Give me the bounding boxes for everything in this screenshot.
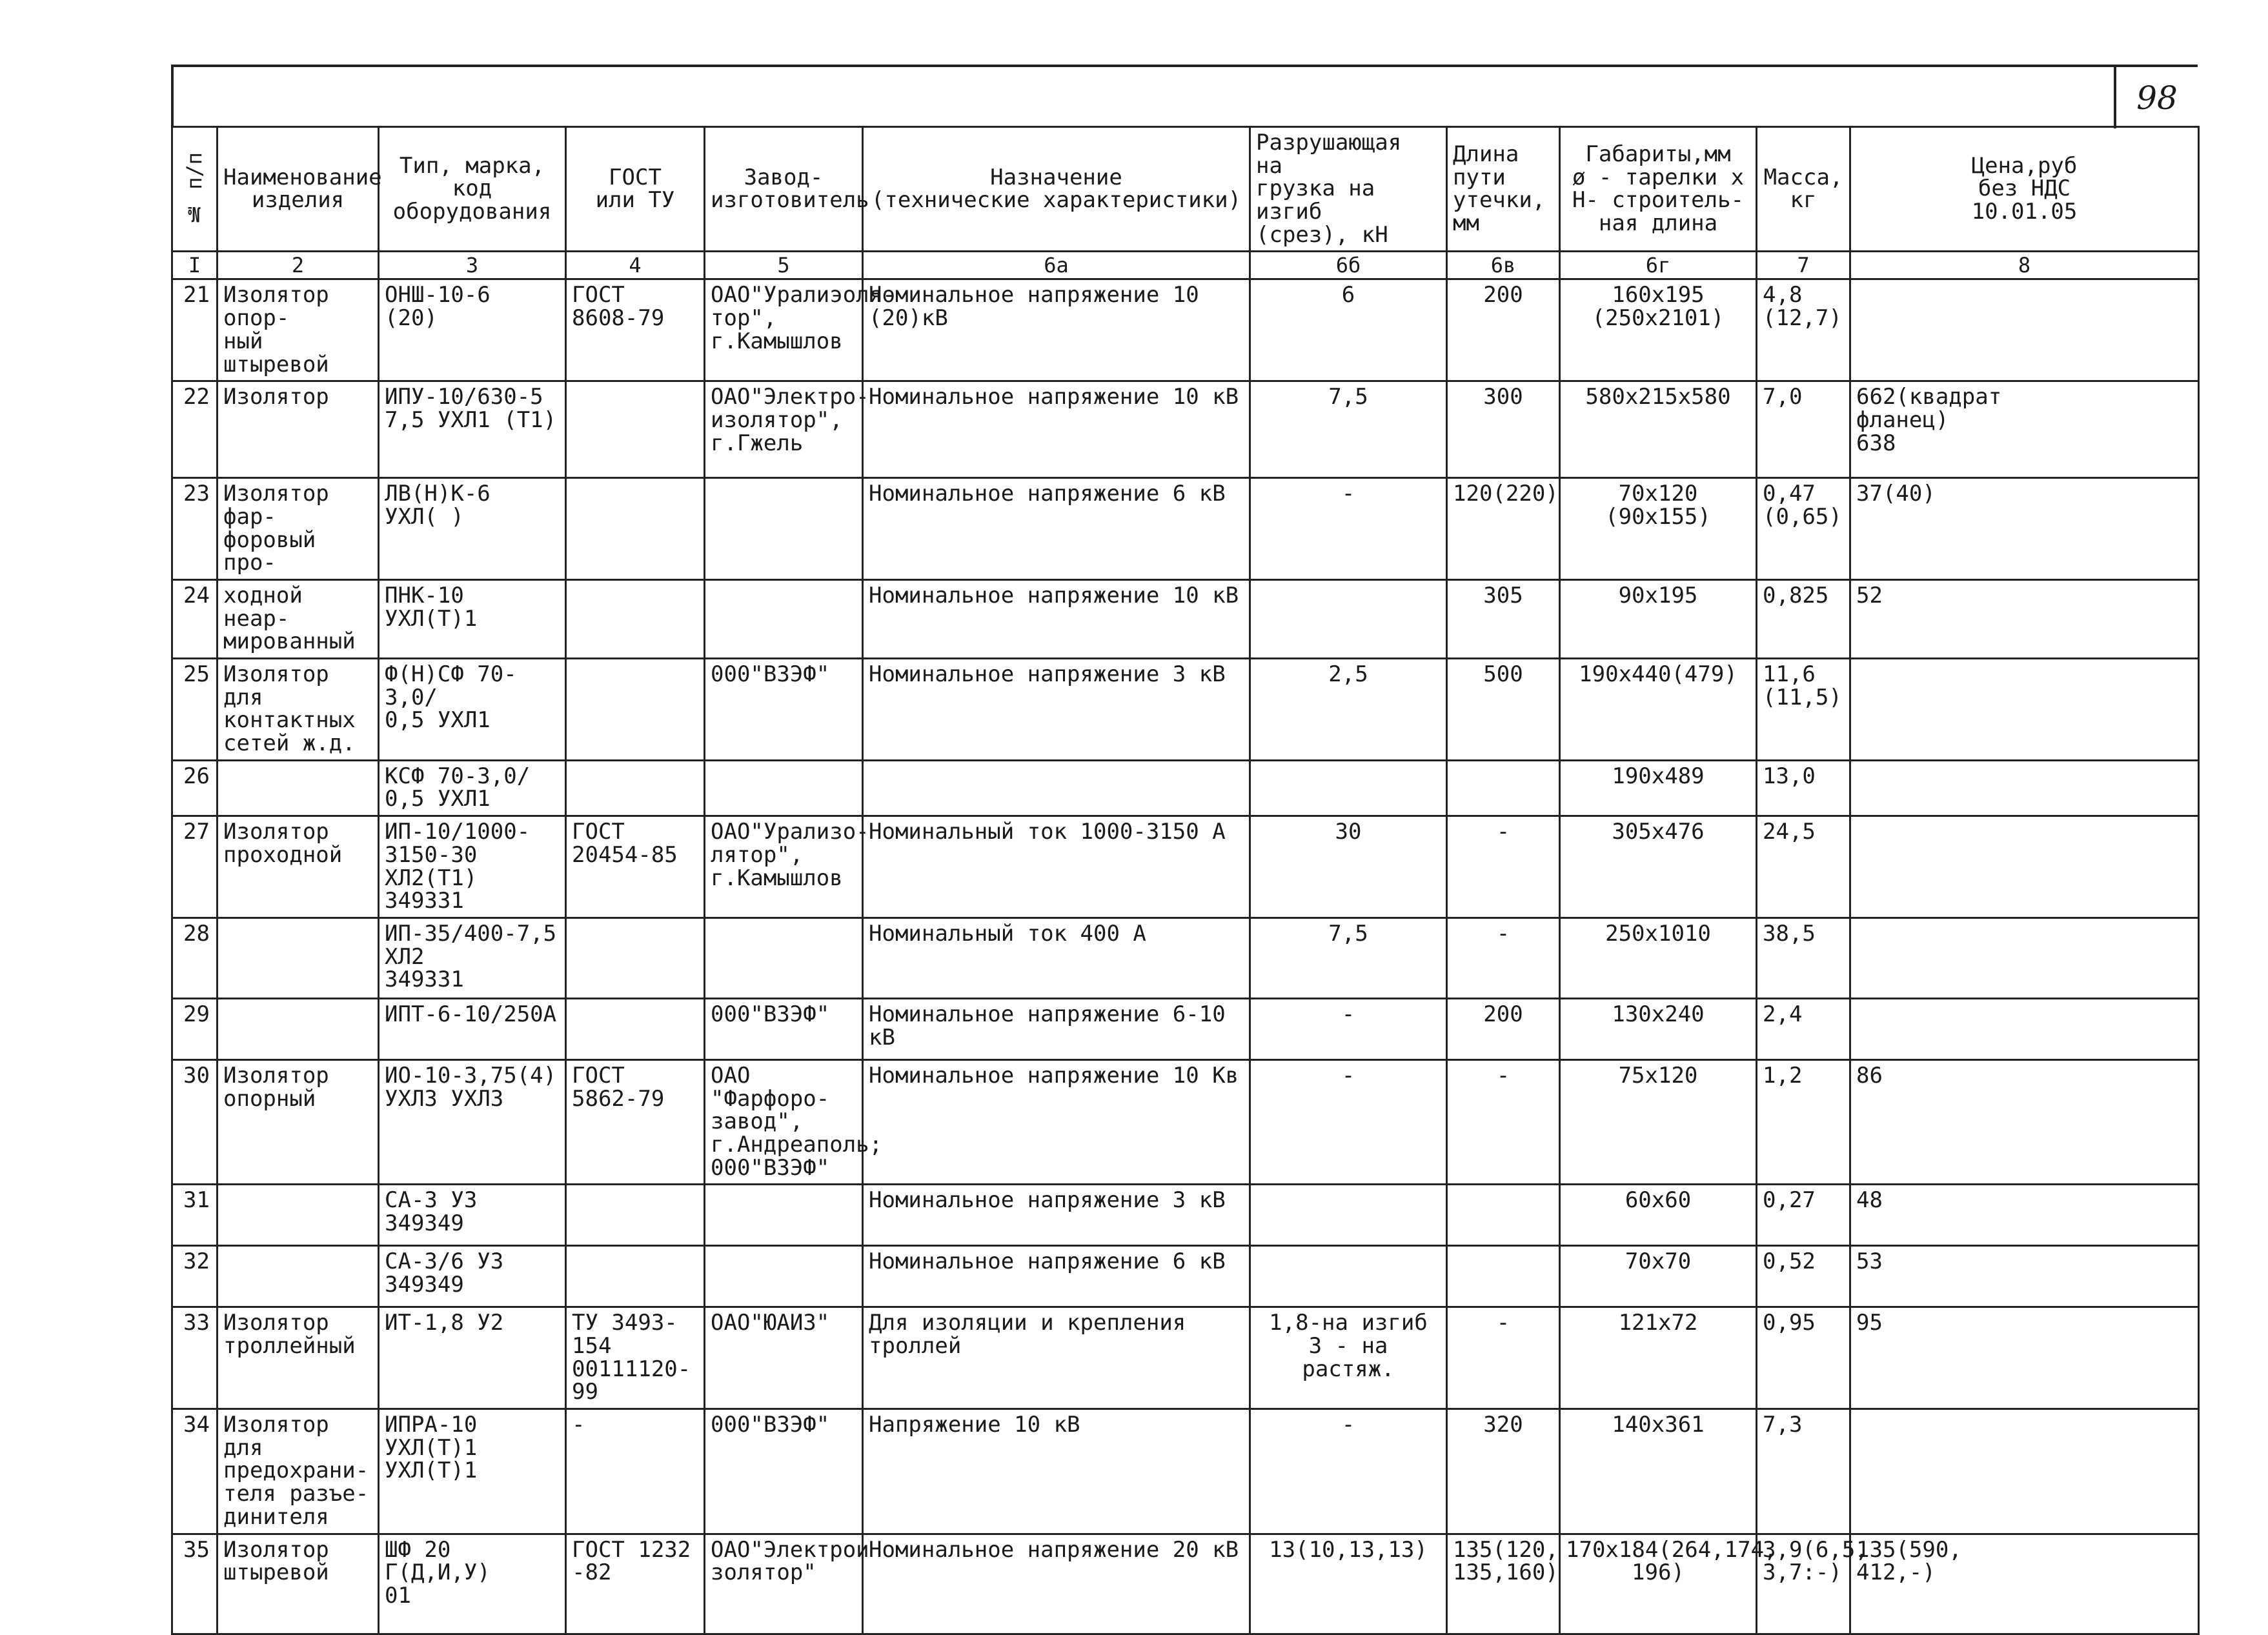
cell-leak: 200 (1447, 998, 1560, 1059)
cell-price: 53 (1850, 1246, 2199, 1307)
insulator-table (171, 126, 2200, 1635)
table-row (172, 918, 2199, 998)
cell-load: 7,5 (1250, 381, 1447, 478)
column-number: 8 (1850, 252, 2199, 279)
cell-purpose: Номинальное напряжение 10 (20)кВ (863, 279, 1250, 381)
cell-dims: 140х361 (1560, 1409, 1757, 1534)
cell-maker (705, 760, 863, 816)
cell-dims: 250х1010 (1560, 918, 1757, 998)
cell-load: - (1250, 478, 1447, 580)
cell-type: ИПУ-10/630-5 7,5 УХЛ1 (Т1) (379, 381, 566, 478)
column-number: 6в (1447, 252, 1560, 279)
page-number: 98 (2114, 67, 2198, 128)
cell-name: Изолятор опорный (218, 1059, 379, 1184)
cell-leak: 300 (1447, 381, 1560, 478)
table-row (172, 1246, 2199, 1307)
cell-leak: 500 (1447, 659, 1560, 761)
column-number: 6а (863, 252, 1250, 279)
cell-price (1850, 760, 2199, 816)
cell-load: 7,5 (1250, 918, 1447, 998)
cell-maker: 000"ВЗЭФ" (705, 998, 863, 1059)
cell-leak: 135(120, 135,160) (1447, 1534, 1560, 1634)
cell-maker (705, 579, 863, 658)
cell-mass: 24,5 (1757, 816, 1850, 918)
cell-gost: ГОСТ 1232 -82 (566, 1534, 705, 1634)
column-number: 4 (566, 252, 705, 279)
cell-name: Изолятор опор- ный штыревой (218, 279, 379, 381)
table-row (172, 478, 2199, 580)
cell-no: 35 (172, 1534, 218, 1634)
cell-maker: 000"ВЗЭФ" (705, 1409, 863, 1534)
cell-dims: 70х120 (90х155) (1560, 478, 1757, 580)
cell-purpose: Номинальное напряжение 3 кВ (863, 1185, 1250, 1246)
table-row (172, 381, 2199, 478)
cell-type: ИПРА-10 УХЛ(Т)1 УХЛ(Т)1 (379, 1409, 566, 1534)
cell-name: Изолятор проходной (218, 816, 379, 918)
cell-leak: - (1447, 816, 1560, 918)
cell-load: 13(10,13,13) (1250, 1534, 1447, 1634)
cell-no: 27 (172, 816, 218, 918)
cell-type: СА-3 У3 349349 (379, 1185, 566, 1246)
cell-mass: 7,3 (1757, 1409, 1850, 1534)
header-gost: ГОСТ или ТУ (566, 127, 705, 252)
cell-leak (1447, 1185, 1560, 1246)
cell-name: Изолятор троллейный (218, 1307, 379, 1409)
table-body (172, 279, 2199, 1634)
table-row (172, 659, 2199, 761)
cell-leak: 320 (1447, 1409, 1560, 1534)
cell-price: 135(590, 412,-) (1850, 1534, 2199, 1634)
cell-no: 26 (172, 760, 218, 816)
header-dims: Габариты,мм ø - тарелки х Н- строитель- ная длина (1560, 127, 1757, 252)
cell-load (1250, 760, 1447, 816)
cell-price: 95 (1850, 1307, 2199, 1409)
cell-no: 25 (172, 659, 218, 761)
cell-dims: 70х70 (1560, 1246, 1757, 1307)
cell-name: Изолятор фар- форовый про- (218, 478, 379, 580)
cell-no: 34 (172, 1409, 218, 1534)
cell-dims: 130х240 (1560, 998, 1757, 1059)
cell-maker (705, 1185, 863, 1246)
cell-name: Изолятор (218, 381, 379, 478)
cell-load: - (1250, 1409, 1447, 1534)
table-row (172, 279, 2199, 381)
cell-maker (705, 1246, 863, 1307)
cell-purpose: Номинальное напряжение 6 кВ (863, 1246, 1250, 1307)
cell-mass: 13,0 (1757, 760, 1850, 816)
cell-mass: 0,47 (0,65) (1757, 478, 1850, 580)
cell-dims: 160х195 (250х2101) (1560, 279, 1757, 381)
cell-no: 31 (172, 1185, 218, 1246)
column-number: 3 (379, 252, 566, 279)
cell-type: Ф(Н)СФ 70-3,0/ 0,5 УХЛ1 (379, 659, 566, 761)
table-row (172, 998, 2199, 1059)
table-row (172, 760, 2199, 816)
cell-purpose: Номинальное напряжение 10 кВ (863, 579, 1250, 658)
cell-maker: ОАО "Фарфоро- завод", г.Андреаполь; 000"ВЗЭФ" (705, 1059, 863, 1184)
cell-no: 23 (172, 478, 218, 580)
cell-type: ИП-10/1000- 3150-30 ХЛ2(Т1) 349331 (379, 816, 566, 918)
cell-price: 52 (1850, 579, 2199, 658)
cell-dims: 190х440(479) (1560, 659, 1757, 761)
cell-mass: 11,6 (11,5) (1757, 659, 1850, 761)
table-row (172, 1534, 2199, 1634)
cell-load: 6 (1250, 279, 1447, 381)
cell-gost (566, 579, 705, 658)
column-number: 2 (218, 252, 379, 279)
cell-maker: ОАО"Уралиэоля- тор", г.Камышлов (705, 279, 863, 381)
cell-load: 2,5 (1250, 659, 1447, 761)
cell-no: 32 (172, 1246, 218, 1307)
cell-no: 30 (172, 1059, 218, 1184)
cell-price: 86 (1850, 1059, 2199, 1184)
cell-load (1250, 1246, 1447, 1307)
cell-maker: 000"ВЗЭФ" (705, 659, 863, 761)
cell-leak: - (1447, 1307, 1560, 1409)
cell-type: ИПТ-6-10/250А (379, 998, 566, 1059)
header-price: Цена,руб без НДС 10.01.05 (1850, 127, 2199, 252)
cell-no: 22 (172, 381, 218, 478)
cell-price (1850, 816, 2199, 918)
cell-mass: 0,825 (1757, 579, 1850, 658)
cell-purpose (863, 760, 1250, 816)
cell-gost (566, 998, 705, 1059)
cell-name (218, 918, 379, 998)
cell-type: ОНШ-10-6 (20) (379, 279, 566, 381)
cell-mass: 2,4 (1757, 998, 1850, 1059)
cell-gost: - (566, 1409, 705, 1534)
cell-name: ходной неар- мированный (218, 579, 379, 658)
table-row (172, 1409, 2199, 1534)
cell-price: 48 (1850, 1185, 2199, 1246)
cell-type: ПНК-10 УХЛ(Т)1 (379, 579, 566, 658)
cell-name: Изолятор для предохрани- теля разъе- динителя (218, 1409, 379, 1534)
cell-price: 37(40) (1850, 478, 2199, 580)
cell-name (218, 1246, 379, 1307)
cell-leak (1447, 1246, 1560, 1307)
cell-name: Изолятор штыревой (218, 1534, 379, 1634)
cell-maker (705, 918, 863, 998)
cell-purpose: Номинальное напряжение 10 кВ (863, 381, 1250, 478)
cell-name (218, 998, 379, 1059)
document-sheet (171, 65, 2198, 1609)
cell-dims: 305х476 (1560, 816, 1757, 918)
cell-type: ИП-35/400-7,5 ХЛ2 349331 (379, 918, 566, 998)
header-row (172, 127, 2199, 252)
column-number-row (172, 252, 2199, 279)
cell-purpose: Номинальное напряжение 20 кВ (863, 1534, 1250, 1634)
cell-purpose: Номинальное напряжение 6 кВ (863, 478, 1250, 580)
cell-gost (566, 478, 705, 580)
cell-gost (566, 1246, 705, 1307)
cell-gost (566, 918, 705, 998)
cell-mass: 0,52 (1757, 1246, 1850, 1307)
cell-dims: 190х489 (1560, 760, 1757, 816)
cell-no: 28 (172, 918, 218, 998)
cell-maker: ОАО"Урализо- лятор", г.Камышлов (705, 816, 863, 918)
cell-dims: 75х120 (1560, 1059, 1757, 1184)
cell-leak: 120(220) (1447, 478, 1560, 580)
cell-no: 21 (172, 279, 218, 381)
column-number: I (172, 252, 218, 279)
table-row (172, 1307, 2199, 1409)
cell-price (1850, 918, 2199, 998)
cell-mass: 1,2 (1757, 1059, 1850, 1184)
cell-dims: 121х72 (1560, 1307, 1757, 1409)
cell-type: ИТ-1,8 У2 (379, 1307, 566, 1409)
cell-dims: 60х60 (1560, 1185, 1757, 1246)
cell-purpose: Номинальный ток 1000-3150 А (863, 816, 1250, 918)
cell-mass: 0,27 (1757, 1185, 1850, 1246)
cell-mass: 38,5 (1757, 918, 1850, 998)
cell-gost: ТУ 3493-154 00111120-99 (566, 1307, 705, 1409)
cell-purpose: Номинальный ток 400 А (863, 918, 1250, 998)
cell-gost: ГОСТ 5862-79 (566, 1059, 705, 1184)
table-row (172, 1059, 2199, 1184)
cell-type: ЛВ(Н)К-6 УХЛ( ) (379, 478, 566, 580)
cell-type: СА-3/6 У3 349349 (379, 1246, 566, 1307)
cell-no: 24 (172, 579, 218, 658)
cell-maker (705, 478, 863, 580)
cell-no: 29 (172, 998, 218, 1059)
header-no: № п/п (172, 127, 218, 252)
cell-purpose: Напряжение 10 кВ (863, 1409, 1250, 1534)
cell-load: - (1250, 998, 1447, 1059)
cell-gost (566, 659, 705, 761)
cell-type: ИО-10-3,75(4) УХЛ3 УХЛ3 (379, 1059, 566, 1184)
cell-mass: 7,0 (1757, 381, 1850, 478)
cell-load (1250, 1185, 1447, 1246)
cell-load (1250, 579, 1447, 658)
cell-leak: - (1447, 918, 1560, 998)
table-row (172, 1185, 2199, 1246)
cell-gost: ГОСТ 20454-85 (566, 816, 705, 918)
cell-maker: ОАО"ЮАИЗ" (705, 1307, 863, 1409)
cell-maker: ОАО"Электрои золятор" (705, 1534, 863, 1634)
header-type: Тип, марка, код оборудования (379, 127, 566, 252)
cell-mass: 0,95 (1757, 1307, 1850, 1409)
cell-leak (1447, 760, 1560, 816)
header-leak: Длина пути утечки, мм (1447, 127, 1560, 252)
header-purpose: Назначение (технические характеристики) (863, 127, 1250, 252)
cell-load: 30 (1250, 816, 1447, 918)
cell-type: ШФ 20 Г(Д,И,У) 01 (379, 1534, 566, 1634)
cell-load: - (1250, 1059, 1447, 1184)
cell-gost: ГОСТ 8608-79 (566, 279, 705, 381)
column-number: 6б (1250, 252, 1447, 279)
header-name: Наименование изделия (218, 127, 379, 252)
column-number: 7 (1757, 252, 1850, 279)
header-mass: Масса, кг (1757, 127, 1850, 252)
table-row (172, 816, 2199, 918)
cell-load: 1,8-на изгиб 3 - на растяж. (1250, 1307, 1447, 1409)
header-maker: Завод- изготовитель (705, 127, 863, 252)
cell-dims: 90х195 (1560, 579, 1757, 658)
cell-mass: 4,8 (12,7) (1757, 279, 1850, 381)
column-number: 5 (705, 252, 863, 279)
cell-dims: 170х184(264,174, 196) (1560, 1534, 1757, 1634)
cell-mass: 3,9(6,5, 3,7:-) (1757, 1534, 1850, 1634)
cell-price (1850, 659, 2199, 761)
cell-price (1850, 279, 2199, 381)
cell-purpose: Номинальное напряжение 10 Кв (863, 1059, 1250, 1184)
cell-no: 33 (172, 1307, 218, 1409)
header-load: Разрушающая на грузка на изгиб (срез), кН (1250, 127, 1447, 252)
cell-gost (566, 760, 705, 816)
cell-dims: 580х215х580 (1560, 381, 1757, 478)
cell-purpose: Номинальное напряжение 6-10 кВ (863, 998, 1250, 1059)
cell-price (1850, 998, 2199, 1059)
cell-type: КСФ 70-3,0/ 0,5 УХЛ1 (379, 760, 566, 816)
cell-name (218, 1185, 379, 1246)
table-row (172, 579, 2199, 658)
column-number: 6г (1560, 252, 1757, 279)
cell-name (218, 760, 379, 816)
cell-leak: - (1447, 1059, 1560, 1184)
cell-price: 662(квадрат фланец) 638 (1850, 381, 2199, 478)
cell-gost (566, 381, 705, 478)
cell-maker: ОАО"Электро- изолятор", г.Гжель (705, 381, 863, 478)
cell-price (1850, 1409, 2199, 1534)
cell-name: Изолятор для контактных сетей ж.д. (218, 659, 379, 761)
cell-leak: 305 (1447, 579, 1560, 658)
header-strip (171, 65, 2198, 126)
cell-purpose: Номинальное напряжение 3 кВ (863, 659, 1250, 761)
cell-gost (566, 1185, 705, 1246)
cell-purpose: Для изоляции и крепления троллей (863, 1307, 1250, 1409)
cell-leak: 200 (1447, 279, 1560, 381)
